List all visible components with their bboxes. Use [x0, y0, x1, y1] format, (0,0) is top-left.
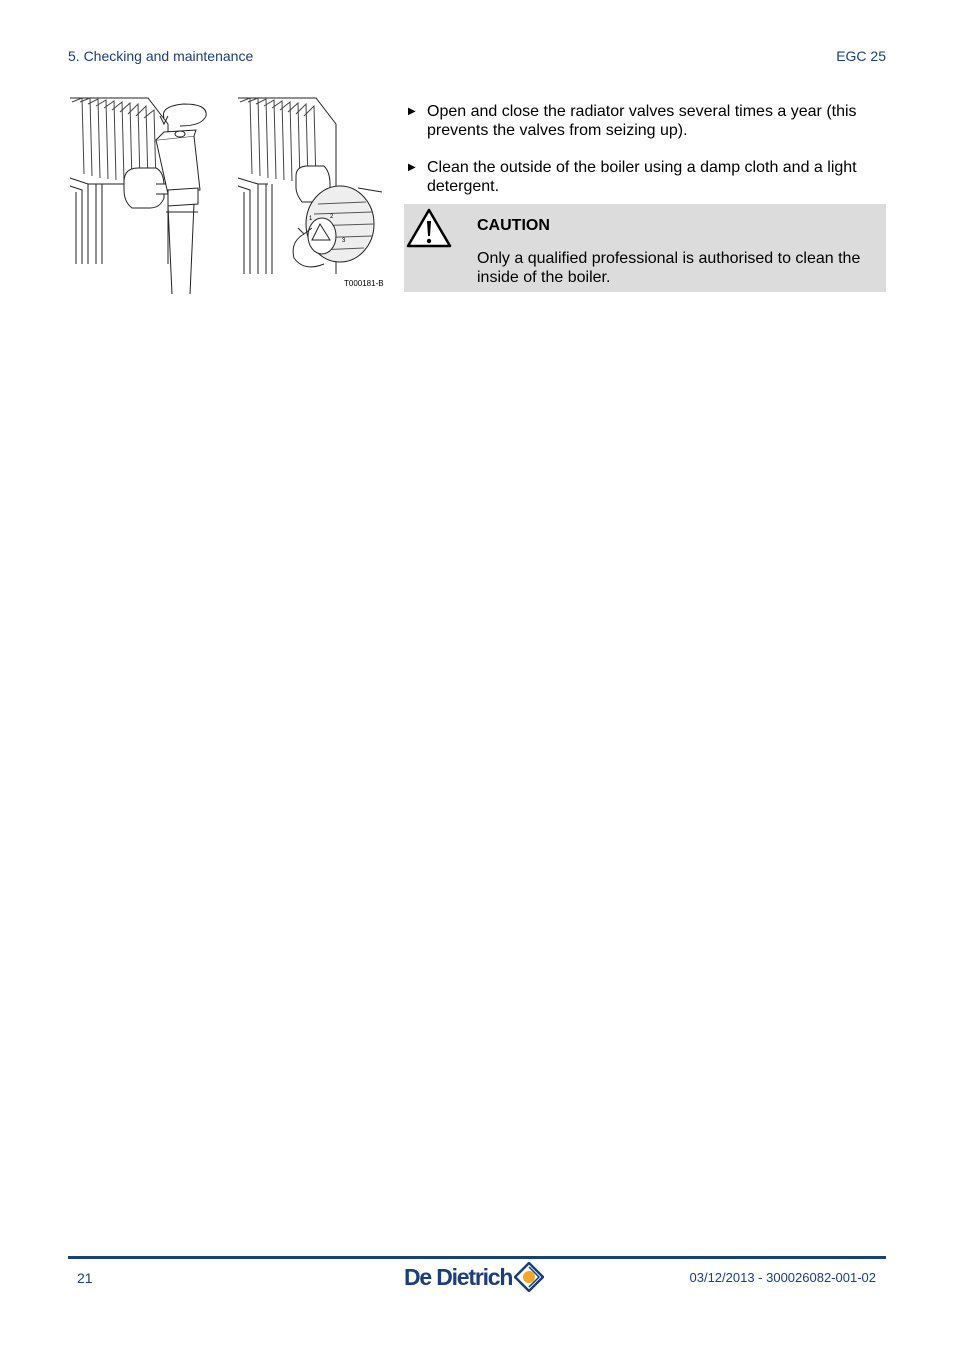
figure-code: T000181-B [344, 279, 384, 288]
page-number: 21 [77, 1270, 93, 1286]
caution-text: Only a qualified professional is authorised to clean the inside of the boiler. [477, 250, 861, 286]
bullet-item-clean [406, 158, 886, 196]
triangle-right-icon: ▶ [408, 162, 416, 173]
dial-number-1: 1 [309, 216, 313, 222]
warning-triangle-icon [406, 207, 452, 249]
triangle-right-icon: ▶ [408, 106, 416, 117]
footer-divider [68, 1256, 886, 1259]
diamond-logo-icon [514, 1262, 544, 1292]
caution-box [404, 204, 886, 292]
bullet-text: Clean the outside of the boiler using a damp cloth and a light detergent. [427, 159, 857, 195]
radiator-valve-drawing [68, 94, 388, 294]
bullet-text: Open and close the radiator valves several times a year (this prevents the valves from seizing up). [427, 103, 857, 139]
dial-number-2: 2 [330, 214, 334, 220]
header-model: EGC 25 [836, 48, 886, 64]
header-section: 5. Checking and maintenance [68, 48, 254, 64]
document-reference: 03/12/2013 - 300026082-001-02 [689, 1270, 876, 1285]
brand-logo [404, 1260, 544, 1294]
caution-title: CAUTION [477, 217, 550, 234]
dial-number-3: 3 [342, 238, 346, 244]
radiator-valve-illustration [68, 94, 388, 294]
bullet-item-valves [406, 102, 886, 140]
maintenance-bullet-list [406, 102, 886, 214]
brand-name: De Dietrich [404, 1263, 513, 1290]
